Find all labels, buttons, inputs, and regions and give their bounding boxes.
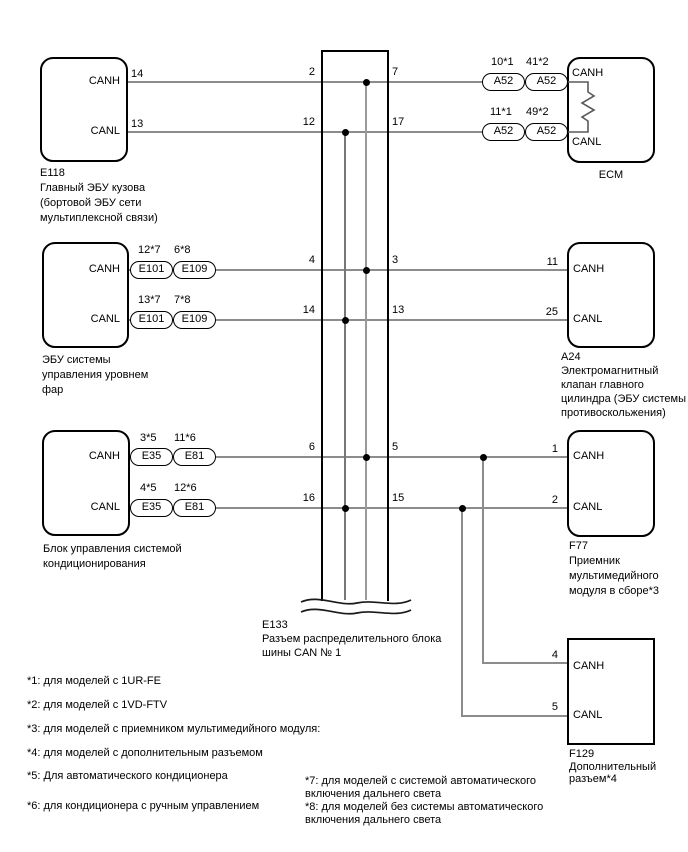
caption-line: фар [42, 384, 64, 396]
pin-label: 5 [551, 701, 558, 713]
footnote-7 [305, 775, 536, 800]
connector-a52: A52 [525, 73, 568, 91]
caption-line: Блок управления системой [43, 543, 182, 555]
block-headlight-ecu [42, 242, 129, 348]
caption-line: ЭБУ системы [42, 354, 111, 366]
signal-label-canh: CANH [88, 263, 120, 275]
footnote-6: *6: для кондиционера с ручным управлением [27, 800, 260, 812]
block-f77 [567, 430, 655, 537]
footnote-5: *5: Для автоматического кондиционера [27, 770, 228, 782]
junction-dot [363, 79, 370, 86]
connector-e81: E81 [173, 448, 216, 466]
block-aircon-ecu [42, 430, 130, 536]
caption-line: мультимедийного [569, 570, 659, 582]
signal-label-canh: CANH [88, 450, 120, 462]
pin-label: 10*1 [491, 56, 514, 68]
caption-line: Приемник [569, 555, 620, 567]
connector-e81: E81 [173, 499, 216, 517]
f77-caption [569, 539, 659, 599]
aircon-caption [43, 542, 182, 572]
connector-a52: A52 [525, 123, 568, 141]
block-f129 [567, 638, 655, 745]
footnote-2: *2: для моделей с 1VD-FTV [27, 699, 168, 711]
signal-label-canh: CANH [88, 75, 120, 87]
junction-dot [342, 317, 349, 324]
bus-pin-label: 7 [392, 66, 399, 78]
caption-line: шины CAN № 1 [262, 647, 342, 659]
pin-label: 25 [545, 306, 558, 318]
connector-e101: E101 [130, 311, 173, 329]
e118-caption [40, 166, 158, 226]
caption-line: клапан главного [561, 379, 644, 391]
connector-e35: E35 [130, 448, 173, 466]
bus-pin-label: 5 [392, 441, 399, 453]
pin-label: 13 [131, 118, 144, 130]
signal-label-canl: CANL [90, 501, 120, 513]
bus-trunk-canh [365, 82, 367, 600]
block-code: E118 [40, 167, 65, 179]
pin-label: 13*7 [138, 294, 161, 306]
connector-a52: A52 [482, 73, 525, 91]
caption-line: цилиндра (ЭБУ системы [561, 393, 687, 405]
bus-pin-label: 6 [308, 441, 315, 453]
wire-branch-canl-vertical [461, 508, 463, 716]
headlight-caption [42, 353, 148, 398]
footnote-line: *7: для моделей с системой автоматического [305, 775, 536, 787]
caption-line: противоскольжения) [561, 407, 666, 419]
block-e118 [40, 57, 128, 162]
bus-pin-label: 14 [302, 304, 315, 316]
bus-pin-label: 15 [392, 492, 405, 504]
connector-e109: E109 [173, 261, 216, 279]
bus-pin-label: 16 [302, 492, 315, 504]
block-code: F129 [569, 748, 595, 760]
e133-caption [262, 618, 441, 660]
f129-caption [569, 748, 656, 786]
caption-line: Электромагнитный [561, 365, 659, 377]
connector-e109: E109 [173, 311, 216, 329]
junction-block-e133 [321, 50, 389, 601]
footnote-8 [305, 801, 543, 826]
connector-e101: E101 [130, 261, 173, 279]
pin-label: 7*8 [174, 294, 191, 306]
pin-label: 12*7 [138, 244, 161, 256]
footnote-4: *4: для моделей с дополнительным разъемом [27, 747, 263, 759]
signal-label-canl: CANL [573, 313, 603, 325]
footnote-line: включения дальнего света [305, 813, 442, 826]
pin-label: 14 [131, 68, 144, 80]
bus-trunk-canl [344, 132, 346, 600]
connector-e35: E35 [130, 499, 173, 517]
bus-pin-label: 4 [308, 254, 315, 266]
signal-label-canh: CANH [573, 450, 605, 462]
junction-dot [363, 454, 370, 461]
bus-pin-label: 12 [302, 116, 315, 128]
bus-pin-label: 13 [392, 304, 405, 316]
signal-label-canl: CANL [90, 313, 120, 325]
bus-break-icon [299, 593, 413, 619]
junction-dot [363, 267, 370, 274]
caption-line: разъем*4 [569, 773, 617, 785]
footnote-line: включения дальнего света [305, 787, 442, 800]
signal-label-canh: CANH [573, 263, 605, 275]
signal-label-canh: CANH [572, 67, 604, 79]
block-a24 [567, 242, 655, 348]
wire-f129-canh [482, 662, 567, 664]
pin-label: 11*6 [174, 432, 196, 444]
footnote-1: *1: для моделей с 1UR-FE [27, 675, 161, 687]
pin-label: 12*6 [174, 482, 197, 494]
pin-label: 49*2 [526, 106, 549, 118]
wire-branch-canh-vertical [482, 457, 484, 663]
pin-label: 2 [551, 494, 558, 506]
pin-label: 1 [551, 443, 558, 455]
ecm-label: ECM [598, 169, 624, 181]
junction-dot [459, 505, 466, 512]
caption-line: Главный ЭБУ кузова [40, 182, 146, 194]
bus-pin-label: 3 [392, 254, 399, 266]
wire-f129-canl [461, 715, 567, 717]
signal-label-canh: CANH [573, 660, 605, 672]
block-code: F77 [569, 540, 588, 552]
block-code: A24 [561, 351, 581, 363]
caption-line: мультиплексной связи) [40, 212, 158, 224]
caption-line: (бортовой ЭБУ сети [40, 197, 142, 209]
pin-label: 4*5 [140, 482, 157, 494]
pin-label: 41*2 [526, 56, 549, 68]
signal-label-canl: CANL [90, 125, 120, 137]
signal-label-canl: CANL [573, 501, 603, 513]
caption-line: Разъем распределительного блока [262, 633, 442, 645]
signal-label-canl: CANL [573, 709, 603, 721]
pin-label: 3*5 [140, 432, 157, 444]
caption-line: управления уровнем [42, 369, 149, 381]
caption-line: модуля в сборе*3 [569, 585, 659, 597]
block-code: E133 [262, 619, 288, 631]
footnote-line: *8: для моделей без системы автоматического [305, 801, 544, 813]
junction-dot [480, 454, 487, 461]
pin-label: 6*8 [174, 244, 191, 256]
pin-label: 4 [551, 649, 558, 661]
bus-pin-label: 2 [308, 66, 315, 78]
termination-resistor-icon [566, 78, 602, 138]
pin-label: 11*1 [490, 106, 512, 118]
a24-caption [561, 350, 686, 420]
caption-line: Дополнительный [569, 760, 657, 773]
pin-label: 11 [546, 256, 558, 268]
connector-a52: A52 [482, 123, 525, 141]
junction-dot [342, 505, 349, 512]
caption-line: кондиционирования [43, 558, 146, 570]
junction-dot [342, 129, 349, 136]
signal-label-canl: CANL [572, 136, 602, 148]
footnote-3: *3: для моделей с приемником мультимедийного модуля: [27, 723, 321, 735]
bus-pin-label: 17 [392, 116, 405, 128]
